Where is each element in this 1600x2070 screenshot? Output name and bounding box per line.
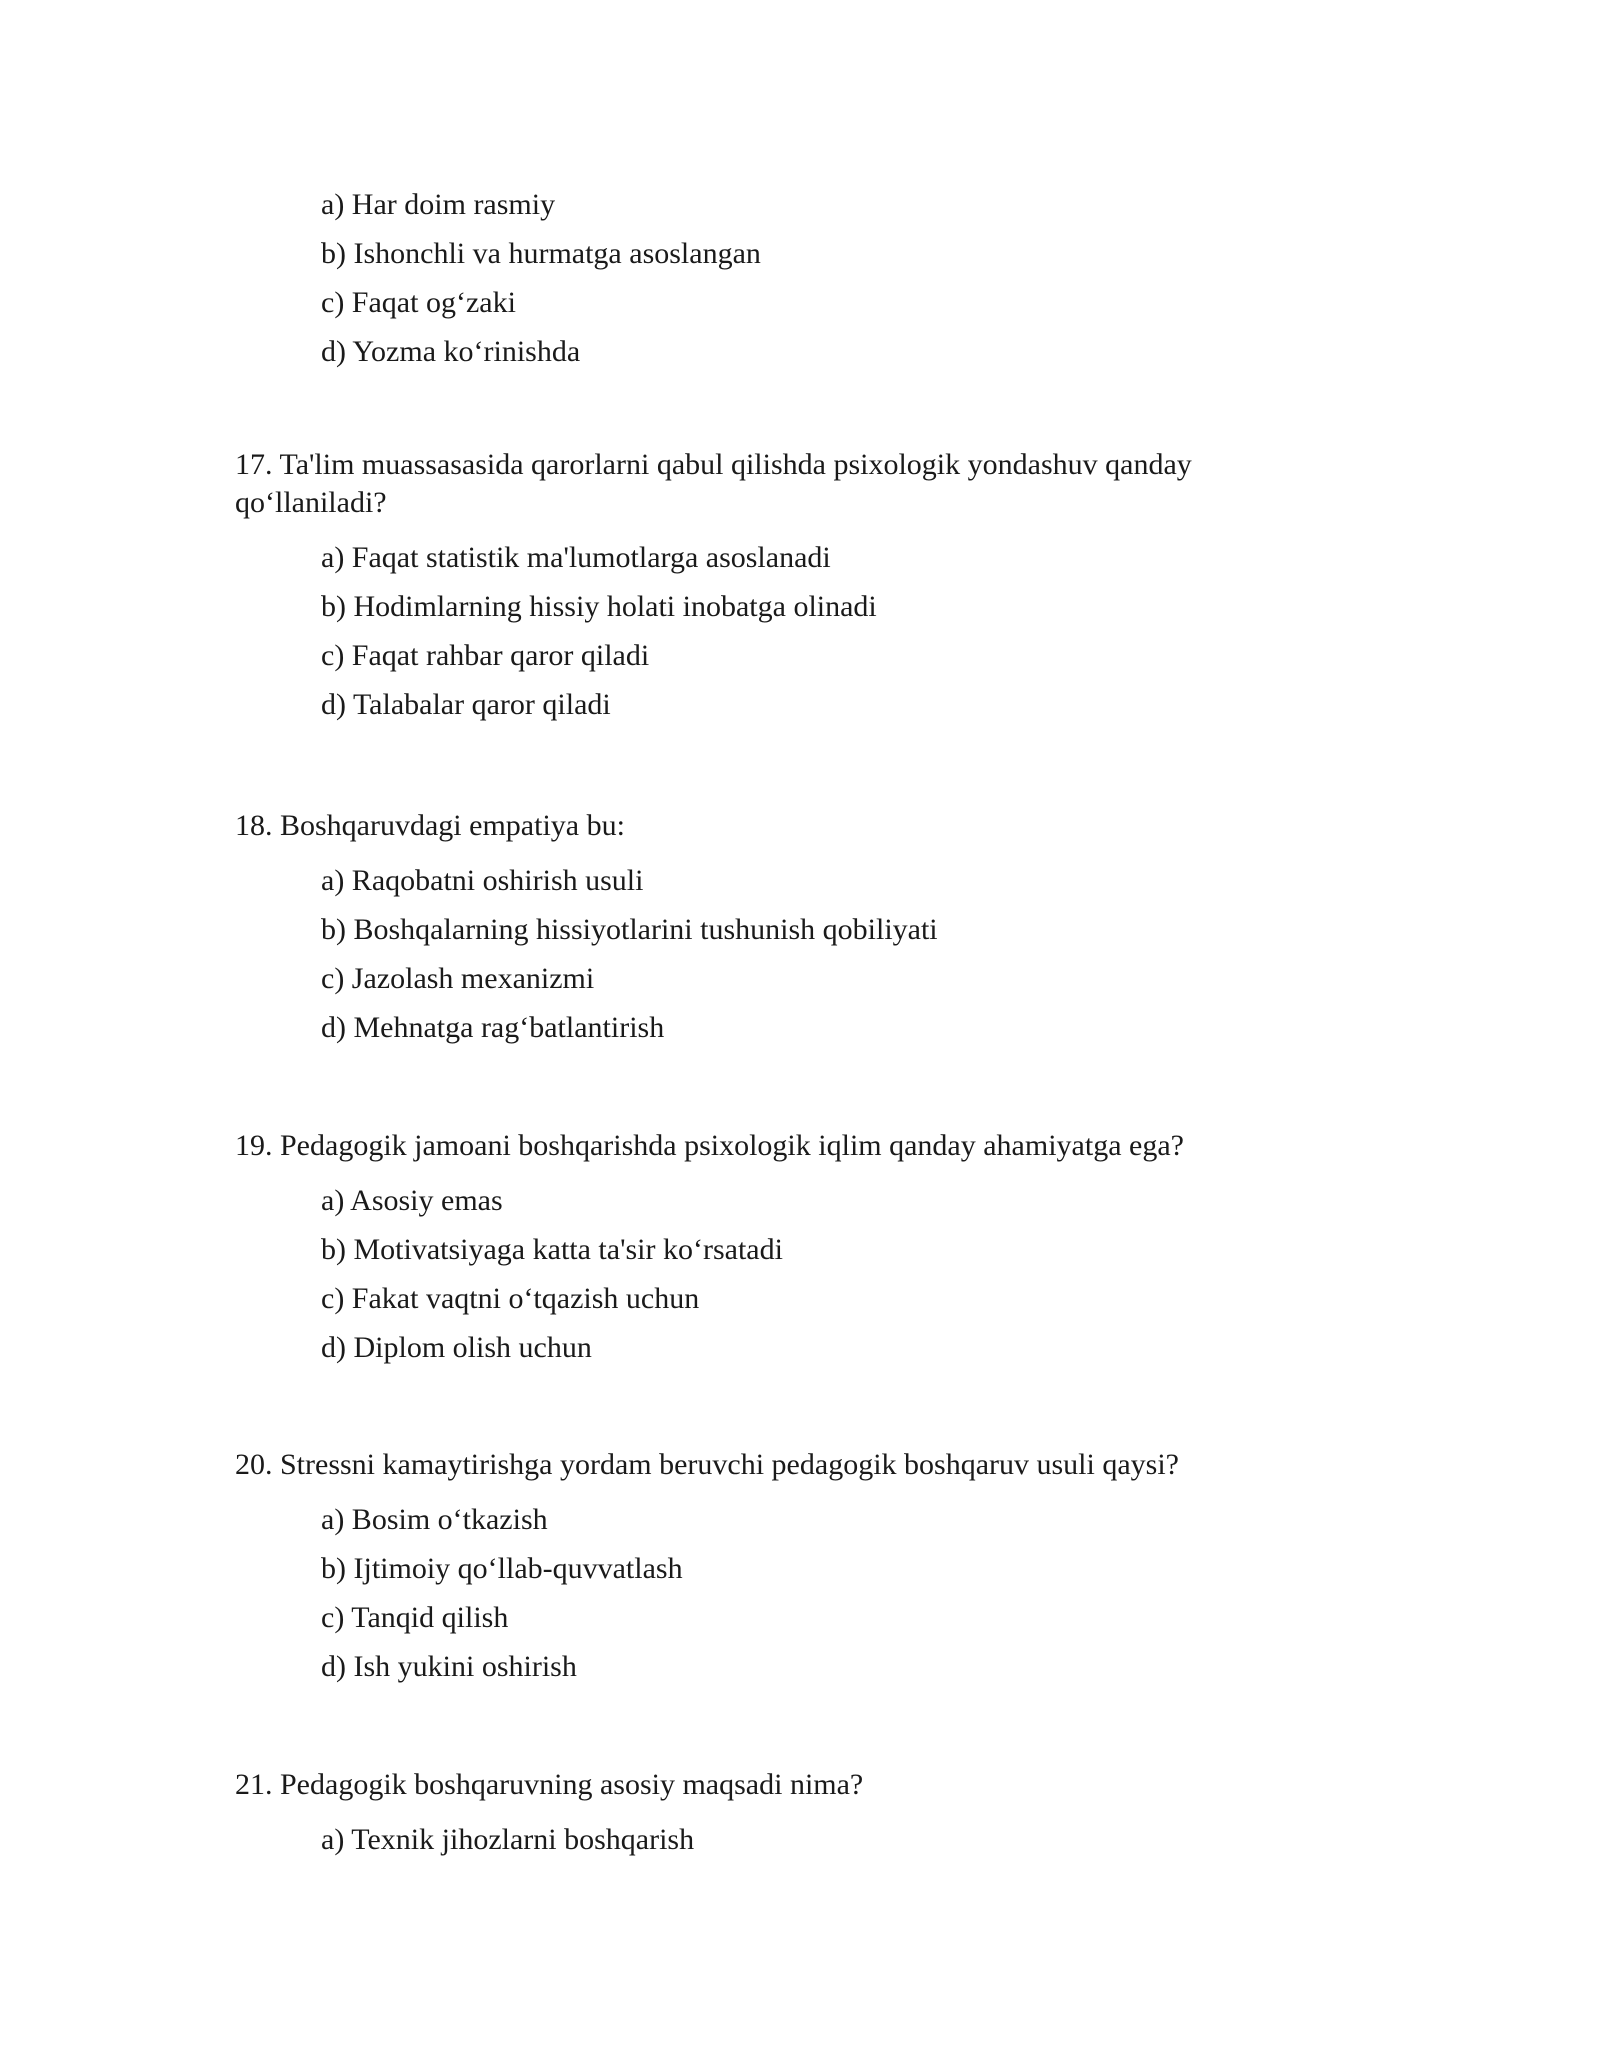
question-21 <box>235 1766 1315 1870</box>
question-16-continuation <box>235 186 1315 382</box>
answer-option-b: b) Boshqalarning hissiyotlarini tushunish qobiliyati <box>321 913 938 946</box>
question-20 <box>235 1446 1315 1697</box>
answer-option-b: b) Hodimlarning hissiy holati inobatga olinadi <box>321 590 877 623</box>
answer-option-d: d) Diplom olish uchun <box>321 1331 592 1364</box>
answer-options <box>235 1182 1315 1378</box>
answer-option-a: a) Raqobatni oshirish usuli <box>321 864 644 897</box>
question-18 <box>235 807 1315 1058</box>
question-text: 19. Pedagogik jamoani boshqarishda psixologik iqlim qanday ahamiyatga ega? <box>235 1129 1184 1162</box>
answer-option-b: b) Ishonchli va hurmatga asoslangan <box>321 237 761 270</box>
answer-options <box>235 1501 1315 1697</box>
answer-options <box>235 862 1315 1058</box>
answer-option-c: c) Fakat vaqtni o‘tqazish uchun <box>321 1282 700 1315</box>
answer-option-c: c) Faqat og‘zaki <box>321 286 516 319</box>
question-19 <box>235 1127 1315 1378</box>
answer-options <box>235 1821 1315 1870</box>
answer-option-c: c) Jazolash mexanizmi <box>321 962 595 995</box>
answer-option-d: d) Talabalar qaror qiladi <box>321 688 611 721</box>
answer-options <box>235 539 1315 735</box>
answer-option-a: a) Texnik jihozlarni boshqarish <box>321 1823 695 1856</box>
answer-option-a: a) Har doim rasmiy <box>321 188 556 221</box>
answer-option-d: d) Mehnatga rag‘batlantirish <box>321 1011 665 1044</box>
question-17 <box>235 446 1315 735</box>
question-text: 20. Stressni kamaytirishga yordam beruvchi pedagogik boshqaruv usuli qaysi? <box>235 1448 1179 1481</box>
answer-option-a: a) Bosim o‘tkazish <box>321 1503 548 1536</box>
answer-option-b: b) Ijtimoiy qo‘llab-quvvatlash <box>321 1552 683 1585</box>
answer-option-c: c) Faqat rahbar qaror qiladi <box>321 639 650 672</box>
answer-option-b: b) Motivatsiyaga katta ta'sir ko‘rsatadi <box>321 1233 783 1266</box>
answer-option-d: d) Yozma ko‘rinishda <box>321 335 581 368</box>
question-text: 18. Boshqaruvdagi empatiya bu: <box>235 809 625 842</box>
answer-option-c: c) Tanqid qilish <box>321 1601 509 1634</box>
answer-option-a: a) Faqat statistik ma'lumotlarga asoslanadi <box>321 541 831 574</box>
question-text: 21. Pedagogik boshqaruvning asosiy maqsadi nima? <box>235 1768 864 1801</box>
answer-options <box>235 186 1315 382</box>
answer-option-a: a) Asosiy emas <box>321 1184 503 1217</box>
answer-option-d: d) Ish yukini oshirish <box>321 1650 577 1683</box>
question-text: 17. Ta'lim muassasasida qarorlarni qabul qilishda psixologik yondashuv qanday qo‘llaniladi? <box>235 448 1192 519</box>
